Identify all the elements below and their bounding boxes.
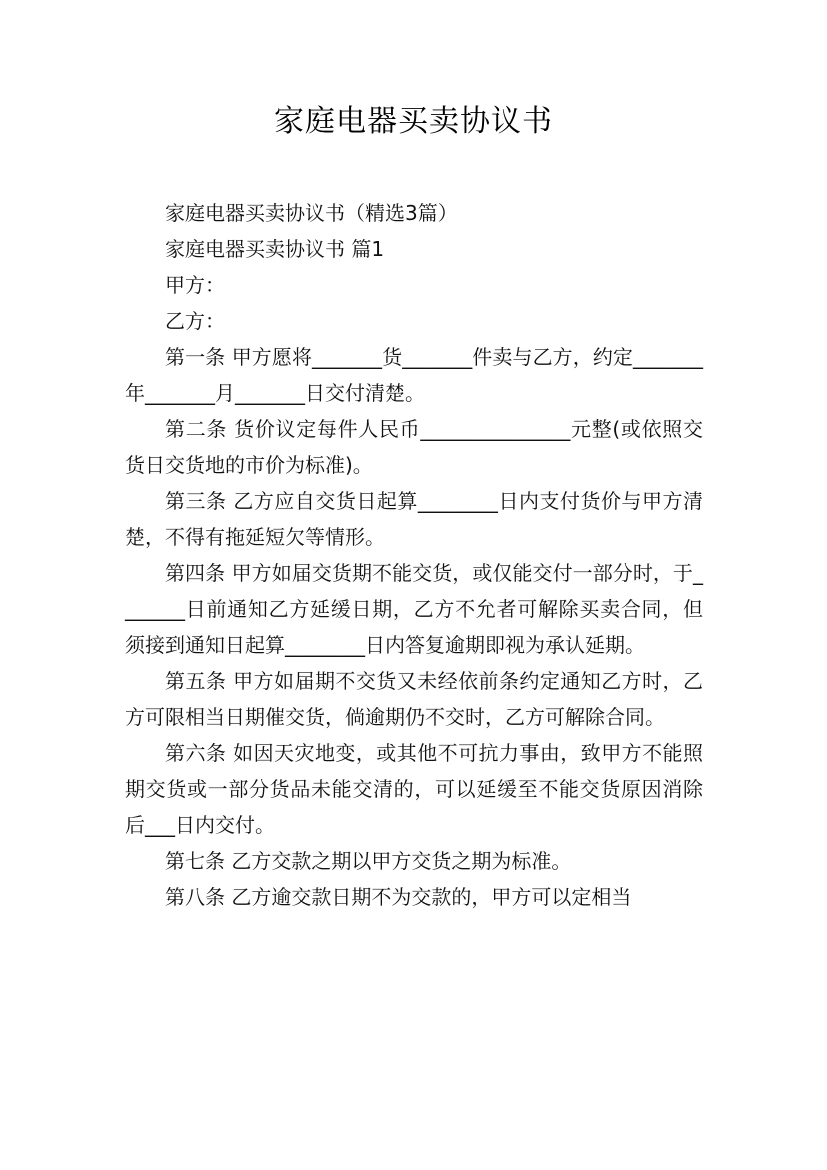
paragraph-article-5: 第五条 甲方如届期不交货又未经依前条约定通知乙方时，乙方可限相当日期催交货，倘逾期仍不交时，乙方可解除合同。 <box>125 669 703 729</box>
paragraph-collection-title: 家庭电器买卖协议书（精选3篇） <box>165 201 458 225</box>
paragraph-article-1: 第一条 甲方愿将_______货_______件卖与乙方，约定_______年_______月_______日交付清楚。 <box>125 345 703 405</box>
document-title: 家庭电器买卖协议书 <box>274 104 553 139</box>
paragraph-article-3: 第三条 乙方应自交货日起算________日内支付货价与甲方清楚，不得有拖延短欠等情形。 <box>125 489 703 549</box>
paragraph-party-b: 乙方： <box>165 309 225 333</box>
paragraph-article-7: 第七条 乙方交款之期以甲方交货之期为标准。 <box>165 849 572 873</box>
paragraph-article-2: 第二条 货价议定每件人民币_______________元整(或依照交货日交货地的市价为标准)。 <box>125 417 703 477</box>
paragraph-article-8: 第八条 乙方逾交款日期不为交款的，甲方可以定相当 <box>165 885 632 909</box>
paragraph-section-heading: 家庭电器买卖协议书 篇1 <box>165 237 385 261</box>
paragraph-article-6: 第六条 如因天灾地变，或其他不可抗力事由，致甲方不能照期交货或一部分货品未能交清的，可以延缓至不能交货原因消除后___日内交付。 <box>125 741 703 837</box>
paragraph-party-a: 甲方： <box>165 273 225 297</box>
paragraph-article-4: 第四条 甲方如届交货期不能交货，或仅能交付一部分时，于_______日前通知乙方延缓日期，乙方不允者可解除买卖合同，但须接到通知日起算________日内答复逾期即视为承认延期。 <box>125 561 703 657</box>
document-body <box>125 195 703 915</box>
